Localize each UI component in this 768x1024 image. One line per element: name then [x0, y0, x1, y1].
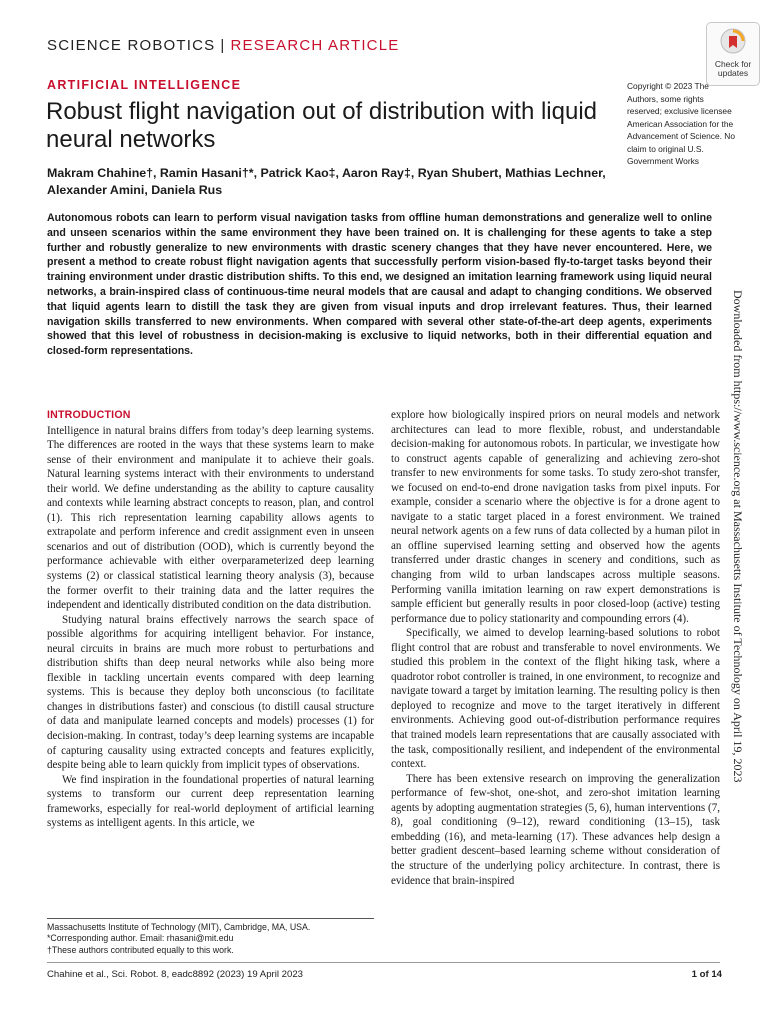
article-type: RESEARCH ARTICLE — [230, 37, 400, 54]
section-tag: ARTIFICIAL INTELLIGENCE — [47, 78, 242, 92]
left-column — [47, 408, 374, 831]
badge-line1: Check for — [714, 59, 752, 69]
journal-header — [47, 37, 399, 54]
footnotes — [47, 922, 374, 956]
right-column — [391, 408, 720, 888]
footnote-affiliation: Massachusetts Institute of Technology (MIT), Cambridge, MA, USA. — [47, 922, 311, 932]
introduction-heading: INTRODUCTION — [47, 409, 131, 421]
check-for-updates-badge[interactable] — [706, 22, 760, 86]
paragraph: Studying natural brains effectively narrows the search space of possible algorithms for acquiring intelligent behavior. For instance, neural circuits in brains are much more robust to perturbations and distribution shifts than deep neural networks while also being more flexible in tackling uncertain events compared with deep learning systems. This is because they deploy both unconscious (to facilitate changes in distributions faster) and conscious (to distill causal structure of data and manipulate learned concepts and models) processes (1) for decision-making. In contrast, today’s deep learning systems are incapable of capturing causality using extracted concepts and features explicitly, despite being able to learn quickly from implicit types of observations. — [47, 613, 374, 772]
paragraph: We find inspiration in the foundational properties of natural learning systems to transform our current deep representation learning frameworks, especially for real-world deployment of artificial learning systems as intelligent agents. In this article, we — [47, 773, 374, 830]
bottom-divider — [47, 962, 720, 963]
check-for-updates-icon — [720, 28, 746, 58]
footnote-divider — [47, 918, 374, 919]
article-title: Robust flight navigation out of distribution with liquid neural networks — [46, 98, 597, 153]
header-separator: | — [220, 37, 226, 54]
citation-line: Chahine et al., Sci. Robot. 8, eadc8892 (2023) 19 April 2023 — [47, 969, 304, 980]
paragraph: Intelligence in natural brains differs from today’s deep learning systems. The differences are rooted in the ways that these systems learn to make sense of their environment and manipulate it to achieve their goals. Natural learning systems interact with their environments to understand their world. We define understanding as the ability to capture causality and contexts while learning abstract concepts to reason, plan, and control (1). This rich representation learning capability allows agents to extrapolate and perform inference and credit assignment even in unseen scenarios and out of distribution (OOD), which is currently beyond the performance achievable with either overparameterized deep learning systems (2) or classical statistical learning theory analysis (3), because the former overfit to their training data and the latter requires the independent and identically distributed condition on the data distribution. — [47, 424, 374, 612]
paragraph: There has been extensive research on improving the generalization performance of few-shot, one-shot, and zero-shot imitation learning agents by adopting augmentation strategies (5, 6), human interventions (7, 8), goal conditioning (9–12), reward conditioning (13–15), task embedding (16), and meta-learning (17). These advances help design a better gradient descent–based learning scheme without consideration of the structure of the underlying policy architecture. In contrast, there is evidence that brain-inspired — [391, 772, 720, 887]
copyright-notice: Copyright © 2023 The Authors, some rights reserved; exclusive licensee American Association for the Advancement of Science. No claim to original U.S. Government Works — [627, 81, 736, 166]
badge-line2: updates — [717, 68, 749, 78]
footnote-equal-contribution: †These authors contributed equally to this work. — [47, 944, 234, 955]
paragraph: explore how biologically inspired priors on neural models and network architectures can lead to more flexible, robust, and understandable decision-making for autonomous robots. In particular, we investigate how to construct agents capable of generalizing and achieving zero-shot transfer to new environments for some tasks. To study zero-shot transfer, we focused on end-to-end drone navigation tasks from pixel inputs. For example, consider a scenario where the objective is for a drone agent to navigate to a static target placed in a forest environment. We trained neural network agents on a few runs of data collected by a human pilot in an offline supervised learning setting and observed how the agents transferred under drastic changes in scenery and conditions, such as changing from wild to urban landscapes across multiple seasons. Performing vanilla imitation learning on raw expert demonstrations is sample efficient but generally results in poor closed-loop (active) testing performance due to policy stationarity and compounding errors (4). — [391, 409, 720, 625]
abstract: Autonomous robots can learn to perform visual navigation tasks from offline human demonstrations and generalize well to online and unseen scenarios within the same environment they have been trained on. It is challenging for these agents to take a step further and robustly generalize to new environments with drastic scenery changes that they have never encountered. Here, we present a method to create robust flight navigation agents that successfully perform vision-based fly-to-target tasks beyond their training environment under drastic distribution shifts. To this end, we designed an imitation learning framework using liquid neural networks, a brain-inspired class of continuous-time neural models that are causal and adapt to changing conditions. We observed that liquid agents learn to distill the task they are given from visual inputs and drop irrelevant features. Thus, their learned navigation skills transferred to new environments. When compared with several other state-of-the-art deep agents, experiments showed that this level of robustness in decision-making is exclusive to liquid networks, both in their differential equation and closed-form representations. — [47, 212, 712, 358]
download-sidebar: Downloaded from https://www.science.org at Massachusetts Institute of Technology on April 19, 2023 — [731, 290, 745, 783]
author-list — [47, 165, 607, 199]
paragraph: Specifically, we aimed to develop learning-based solutions to robot flight control that are robust and transferable to novel environments. We studied this problem in the context of the flight hiking task, where a quadrotor robot controller is trained, in one environment, to recognize and navigate toward a target by imitation learning. The resulting policy is then deployed to recognize and move to the target iteratively in different environments. Achieving good out-of-distribution performance requires that trained models learn representations that are causally associated with the task, compositionally resilient, and independent of the environmental context. — [391, 627, 720, 771]
authors-line1: Makram Chahine†, Ramin Hasani†*, Patrick Kao‡, Aaron Ray‡, Ryan Shubert, Mathias Lechner, — [47, 166, 606, 180]
page-number: 1 of 14 — [691, 969, 722, 980]
authors-line2: Alexander Amini, Daniela Rus — [47, 183, 223, 197]
footnote-corresponding: *Corresponding author. Email: rhasani@mit.edu — [47, 933, 234, 944]
journal-name: SCIENCE ROBOTICS — [47, 37, 216, 54]
